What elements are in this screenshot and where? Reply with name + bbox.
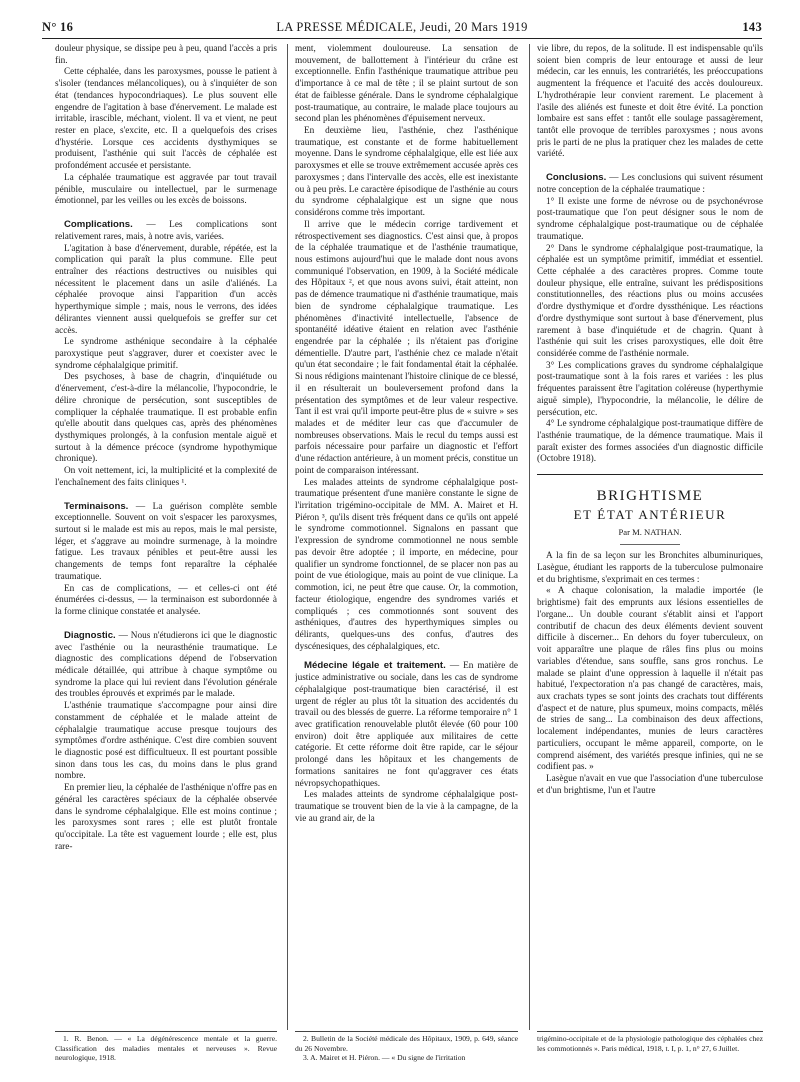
footnotes-col-2 [295, 1034, 518, 1063]
footnotes-col-1 [55, 1034, 277, 1063]
article-separator [537, 474, 763, 475]
paragraph: L'asthénie traumatique s'accompagne pour ainsi dire constamment de céphalée et le malade atteint de céphalalgie traumatique accuse presque toujours des symptômes d'ordre asthénique. C'est dire combien souvent le diagnostic posé est difficultueux. Il est pourtant possible sinon dans tous les cas, du moins dans le plus grand nombre. [55, 701, 277, 782]
section-heading: Médecine légale et traitement. [304, 660, 446, 672]
paragraph: A la fin de sa leçon sur les Bronchites albuminuriques, Lasègue, étudiant les rapports de la tuberculose pulmonaire et du brightisme, s'exprimait en ces termes : [537, 551, 763, 585]
paragraph: Les malades atteints de syndrome céphalalgique post-traumatique présentent d'une manière constante le signe de l'irritation trigémino-occipitale de MM. A. Mairet et H. Piéron ³, qu'ils disent très fréquent dans ce qu'ils ont appelé le syndrome commotionnel. Signalons en passant que l'expression de syndrome commotionnel ne nous semble pas devoir être adoptée ; il importe, en médecine, pour qualifier un syndrome fonctionnel, de se placer non pas au point de vue étiologique, mais au point de vue clinique. La commotion, ici, ne peut être que cause. Or, la commotion, facteur étiologique, engendre des syndromes variés et compliqués ; ces commotionnés sont souvent des asthéniques, d'autres des hyperthymiques simples ou délirants, quelques-uns des confus, d'autres des dyscénesiques, des céphalalgiques, etc. [295, 477, 518, 652]
paragraph: Le syndrome asthénique secondaire à la céphalée paroxystique peut s'aggraver, durer et coexister avec le syndrome céphalalgique primitif. [55, 337, 277, 371]
article-author: Par M. NATHAN. [618, 526, 682, 537]
paragraph: On voit nettement, ici, la multiplicité et la complexité de l'enchaînement des faits cliniques ¹. [55, 466, 277, 488]
article-title: BRIGHTISME [596, 488, 704, 505]
paragraph: Cette céphalée, dans les paroxysmes, pousse le patient à s'isoler (tendances mélancoliques), ou à s'inquiéter de son état (tendances hypocondriaques). Le plus souvent elle engendre de l'agitation à base d'énervement. Le malade est irritable, irascible, méchant, violent. Il va et vient, ne peut rester en place, s'excite, etc. Il a quelquefois des crises d'hystérie. Lorsque ces accidents dysthymiques se produisent, l'asthénie qui suit l'accès de céphalée est profondément accusée et persistante. [55, 67, 277, 172]
section-diagnostic: Diagnostic. — Nous n'étudierons ici que le diagnostic avec l'asthénie ou la neurasthénie traumatique. Le diagnostic des complications dépend de l'observation médicale détaillée, qui attribue à chaque symptôme ou syndrome la place qui lui revient dans l'évolution générale des troubles éprouvés et exprimés par le malade. [55, 629, 277, 700]
running-header [42, 18, 762, 39]
conclusion-item: 4° Le syndrome céphalalgique post-traumatique diffère de l'asthénie traumatique, de la démence traumatique. Mais il paraît exister des formes associées d'un diagnostic difficile (Octobre 1918). [537, 419, 763, 465]
paragraph: vie libre, du repos, de la solitude. Il est indispensable qu'ils soient bien compris de leur entourage et aussi de leur médecin, car les ennuis, les contrariétés, les préoccupations augmentent la fréquence et l'acuité des accès douloureux. L'hydrothérapie leur convient rarement. Le placement à l'asile des aliénés est funeste et doit être évité. La ponction lombaire est sans effet : tantôt elle soulage passagèrement, tantôt elle provoque de terribles paroxysmes ; nous avons pris le parti de ne plus la pratiquer chez les malades de cette variété. [537, 44, 763, 160]
journal-title: LA PRESSE MÉDICALE, Jeudi, 20 Mars 1919 [276, 20, 528, 34]
footnotes-col-3 [537, 1034, 763, 1053]
section-terminaisons: Terminaisons. — La guérison complète semble exceptionnelle. Souvent on voit s'espacer les paroxysmes, surtout si le malade est mis au repos, mais le mal persiste, léger, et s'aggrave au moindre surmenage, à la moindre fatigue. Les travaux pénibles et peut-être aussi les changements de temps font reparaître la céphalée traumatique. [55, 500, 277, 582]
section-heading: Diagnostic. [64, 629, 116, 641]
paragraph: En premier lieu, la céphalée de l'asthénique n'offre pas en général les caractères spéciaux de la céphalée observée dans le syndrome céphalalgique. Elle est moins continue ; les paroxysmes sont rares ; elle est plutôt frontale qu'occipitale. La tête est vaguement lourde ; elle est, plus rare- [55, 783, 277, 852]
footnote: 2. Bulletin de la Société médicale des Hôpitaux, 1909, p. 649, séance du 26 Novembre. [295, 1034, 518, 1053]
column-3 [537, 44, 763, 1030]
quotation: « A chaque colonisation, la maladie importée (le brightisme) fait des emprunts aux lésions essentielles de l'organe... Un double courant s'établit ainsi et l'apport contributif de chacun des deux éléments devient souvent difficile à discerner... En dehors du foyer tuberculeux, on voit apparaître une plaque de râles fins plus ou moins variables d'étendue, sans souffle, sans gros ronchus. Le malade se plaint d'une oppression à laquelle il n'était pas habitué, l'expectoration n'a pas changé de caractères, mais, aux crachats types se sont joints des crachats tout différents d'aspect et de nature, plus spumeux, moins compacts, mêlés de stries de sang... La combinaison des deux affections, localement indépendantes, munies de leurs caractères particuliers, occupant le même appareil, comporte, on le comprend aisément, des variétés presque infinies, qui ne se codifient pas. » [537, 586, 763, 773]
paragraph: En cas de complications, — et celles-ci ont été énumérées ci-dessus, — la terminaison est subordonnée à la forme clinique constatée et analysée. [55, 583, 277, 618]
conclusion-item: 3° Les complications graves du syndrome céphalalgique post-traumatique sont à la fois rares et variées : les plus fréquentes paraissent être l'agitation coléreuse (hyperthymie aiguë simple), l'hypocondrie, la mélancolie, le délire de persécution, etc. [537, 360, 763, 418]
section-complications: Complications. — Les complications sont relativement rares, mais, à notre avis, variées. [55, 219, 277, 242]
paragraph: Lasègue n'avait en vue que l'association d'une tuberculose et d'un brightisme, l'un et l'autre [537, 773, 763, 796]
footnote-rule [295, 1031, 518, 1032]
article-heading [537, 488, 763, 545]
article-subtitle: ET ÉTAT ANTÉRIEUR [573, 506, 727, 522]
section-heading: Complications. [64, 219, 133, 231]
footnote: 3. A. Mairet et H. Piéron. — « Du signe de l'irritation [303, 1053, 466, 1063]
footnote: 1. R. Benon. — « La dégénérescence mentale et la guerre. Classification des maladies mentales et nerveuses ». Revue neurologique, 1918. [55, 1034, 277, 1063]
column-2 [295, 44, 518, 1030]
conclusion-item: 1° Il existe une forme de névrose ou de psychonévrose post-traumatique que l'on peut désigner sous le nom de syndrome céphalalgique post-traumatique ou de céphalée traumatique. [537, 196, 763, 242]
paragraph: La céphalée traumatique est aggravée par tout travail pénible, musculaire ou intellectuel, par le surmenage émotionnel, par les veilles ou les excès de boissons. [55, 172, 277, 207]
section-medecine-legale: Médecine légale et traitement. — En matière de justice administrative ou sociale, dans les cas de syndrome céphalalgique post-traumatique bien caractérisé, il est urgent de régler au plus tôt la situation des accidentés du travail ou des blessés de guerre. La réforme temporaire n° 1 avec gratification renouvelable plutôt élevée (60 pour 100 environ) doit être appliquée aux militaires de cette catégorie. Et cette réforme doit être rapide, car le séjour prolongé dans les hôpitaux et les changements de formations sanitaires ne font qu'aggraver ces états névropsychopathiques. [295, 660, 518, 789]
paragraph: douleur physique, se dissipe peu à peu, quand l'accès a pris fin. [55, 44, 277, 66]
section-conclusions: Conclusions. — Les conclusions qui suivent résument notre conception de la céphalée traumatique : [537, 172, 763, 195]
footnote-continuation: trigémino-occipitale et de la physiologie pathologique des céphalées chez les commotionnés ». Paris médical, 1918, t. I, p. 1, n° 27, 6 Juillet. [537, 1034, 763, 1053]
conclusion-item: 2° Dans le syndrome céphalalgique post-traumatique, la céphalée est un symptôme primitif, immédiat et essentiel. Cette céphalée a des caractères propres. Comme toute douleur physique, elle entraîne, suivant les prédispositions constitutionnelles, des réactions plus ou moins accusées d'ordre dysthymique et d'ordre dyssthénique. Les réactions d'ordre dysthymique sont surtout à base d'énervement, plus rarement à base d'inquiétude et de chagrin. Quant à l'asthénie qui suit les crises paroxystiques, elle doit être considérée comme de l'asthénie normale. [537, 243, 763, 359]
paragraph: Des psychoses, à base de chagrin, d'inquiétude ou d'énervement, c'est-à-dire la mélancolie, l'hypocondrie, le délire chronique de persécution, sont susceptibles de compliquer la céphalée traumatique. Il est probable enfin qu'elle aboutit dans quelques cas, après des phénomènes dysthymiques prolongés, à la confusion mentale aiguë et surtout à la démence précoce (syndrome hypothymique chronique). [55, 372, 277, 465]
paragraph: Les malades atteints de syndrome céphalalgique post-traumatique se trouvent bien de la vie à la campagne, de la vie au grand air, de la [295, 790, 518, 824]
paragraph: En deuxième lieu, l'asthénie, chez l'asthénique traumatique, est constante et de forme habituellement moyenne. Dans le syndrome céphalalgique, elle est liée aux paroxysmes et elle se trouve extrêmement accusée après ces paroxysmes ; dans l'intervalle des accès, elle est inexistante ou à peu près. Le caractère épisodique de l'asthénie au cours du syndrome céphalalgique est un signe que nous considérons comme très important. [295, 126, 518, 219]
paragraph: ment, violemment douloureuse. La sensation de mouvement, de ballottement à l'intérieur du crâne est exceptionnelle. Enfin l'asthénique traumatique attribue peu d'importance à ce mal de tête ; il se plaint surtout de son état de faiblesse générale. Dans le syndrome céphalalgique post-traumatique, au contraire, le malade place toujours au second plan les phénomènes d'épuisement nerveux. [295, 44, 518, 125]
page-number: 143 [742, 20, 762, 34]
section-heading: Terminaisons. [64, 500, 129, 512]
section-heading: Conclusions. [546, 172, 607, 184]
column-rule-1 [287, 44, 288, 1030]
column-rule-2 [529, 44, 530, 1030]
paragraph: Il arrive que le médecin corrige tardivement et rétrospectivement ses diagnostics. C'est ainsi que, à propos de la céphalée traumatique et de l'asthénie traumatique, nous estimons aujourd'hui que le malade dont nous avons communiqué l'observation, en 1909, à la Société médicale des Hôpitaux ², et que nous avons suivi, était atteint, non pas de démence traumatique ni d'asthénie traumatique, mais bien de syndrome céphalalgique traumatique. Les phénomènes d'inactivité intellectuelle, l'absence de spontanéité idéative étaient en relation avec l'asthénie engendrée par la céphalée ; ils n'étaient pas d'origine démentielle. D'autre part, l'asthénie chez ce malade n'était qu'un état secondaire ; le fait fondamental était la céphalée. Si nous rédigions maintenant l'histoire clinique de ce blessé, il en résulterait un bouleversement profond dans la présentation des symptômes et de leur valeur respective. Tant il est vrai qu'il importe peut-être plus de « suivre » ses malades et de méditer leur cas que d'accumuler de nombreuses observations. Mais le recul du temps aussi est parfois nécessaire pour parfaire un diagnostic et l'effort d'une rédaction antérieure, à un moment précis, constitue un point de comparaison intéressant. [295, 219, 518, 476]
paragraph: L'agitation à base d'énervement, durable, répétée, est la complication qui paraît la plus commune. Elle peut entraîner des réactions destructives ou nuisibles qui nécessitent le placement dans un asile d'aliénés. La céphalée provoque ainsi l'apparition d'un accès hyperthymique simple ; mais, nous le verrons, des idées délirantes viennent aussi quelquefois se greffer sur cet accès. [55, 243, 277, 336]
column-1 [55, 44, 277, 1030]
issue-number: N° 16 [42, 20, 74, 34]
footnote-rule [55, 1031, 277, 1032]
short-rule [620, 544, 680, 545]
footnote-rule [537, 1031, 763, 1032]
